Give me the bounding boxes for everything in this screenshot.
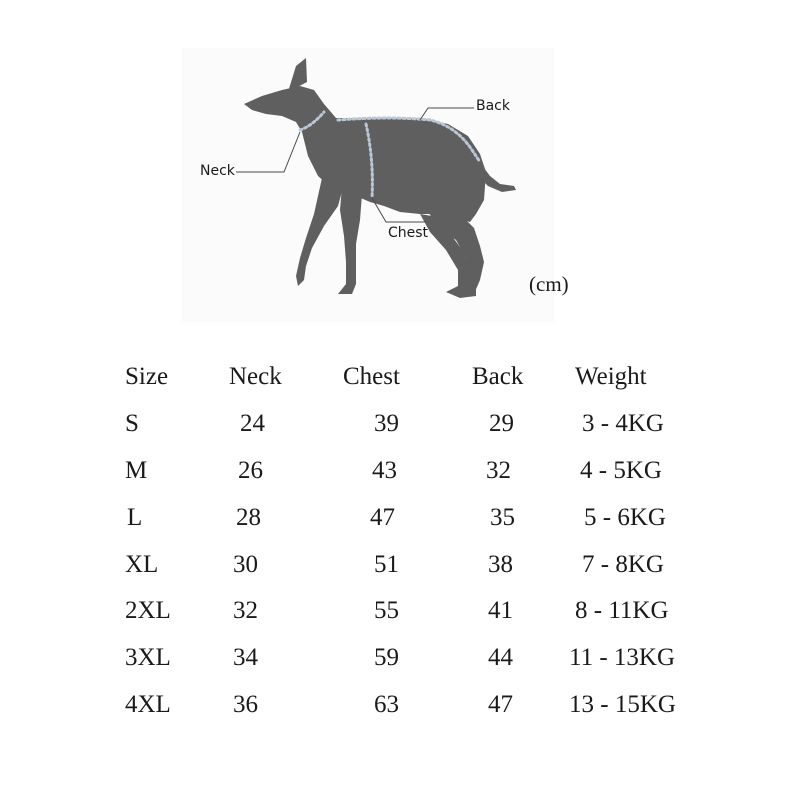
size-cell: L [127,504,143,531]
size-cell: 4XL [125,691,171,718]
back-cell: 35 [490,504,515,531]
back-cell: 32 [486,457,511,484]
neck-cell: 32 [233,597,258,624]
chest-cell: 43 [372,457,397,484]
weight-cell: 8 - 11KG [575,597,669,624]
weight-cell: 7 - 8KG [582,551,664,578]
neck-label: Neck [200,163,235,179]
chest-cell: 51 [374,551,399,578]
back-cell: 38 [488,551,513,578]
header-chest: Chest [343,363,400,390]
size-cell: 2XL [125,597,171,624]
weight-cell: 3 - 4KG [582,410,664,437]
chest-cell: 47 [370,504,395,531]
back-cell: 29 [489,410,514,437]
weight-cell: 5 - 6KG [584,504,666,531]
weight-cell: 13 - 15KG [569,691,676,718]
neck-cell: 24 [240,410,265,437]
header-weight: Weight [575,363,647,390]
back-cell: 41 [488,597,513,624]
neck-cell: 28 [236,504,261,531]
size-cell: M [125,457,148,484]
size-cell: S [125,410,139,437]
header-neck: Neck [229,363,282,390]
header-back: Back [472,363,524,390]
weight-cell: 11 - 13KG [569,644,676,671]
neck-cell: 34 [233,644,258,671]
back-label: Back [476,98,510,114]
chest-cell: 63 [374,691,399,718]
chest-cell: 59 [374,644,399,671]
back-cell: 44 [488,644,513,671]
chest-label: Chest [388,225,429,241]
header-size: Size [125,363,169,390]
weight-cell: 4 - 5KG [580,457,662,484]
unit-label: (cm) [529,272,569,296]
neck-cell: 36 [233,691,258,718]
size-cell: XL [125,551,159,578]
neck-cell: 26 [238,457,263,484]
back-cell: 47 [488,691,513,718]
chest-cell: 55 [374,597,399,624]
neck-cell: 30 [233,551,258,578]
size-cell: 3XL [125,644,171,671]
chest-cell: 39 [374,410,399,437]
